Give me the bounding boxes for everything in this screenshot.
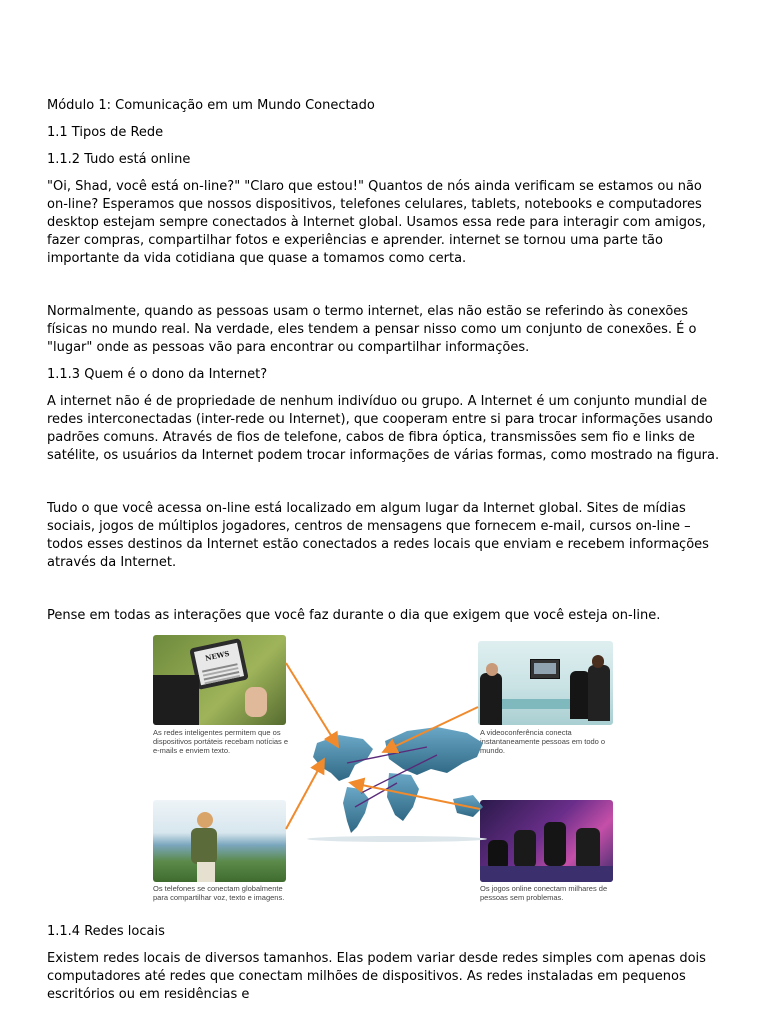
- paragraph-internet-owner: A internet não é de propriedade de nenhum indivíduo ou grupo. A Internet é um conjunto mundial de redes interconectadas (inter-rede ou Internet), que cooperam entre si para trocar informações usando padrões comuns. Através de fios de telefone, cabos de fibra óptica, transmissões sem fio e links de satélite, os usuários da Internet podem trocar informações de várias formas, como mostrado na figura.: [47, 394, 720, 463]
- paragraph-global-internet: Tudo o que você acessa on-line está localizado em algum lugar da Internet global. Sites de mídias sociais, jogos de múltiplos jogadores, centros de mensagens que fornecem e-mail, cursos on-line – todos esses destinos da Internet estão conectados a redes locais que enviam e recebem informações através da Internet.: [47, 501, 709, 570]
- caption-phones: Os telefones se conectam globalmente para compartilhar voz, texto e imagens.: [153, 884, 285, 902]
- document-body: [47, 97, 723, 1013]
- arrow-tablet: [286, 663, 337, 745]
- section-heading-1-1-3: 1.1.3 Quem é o dono da Internet?: [47, 367, 268, 382]
- arrow-phones: [286, 761, 323, 829]
- paragraph-think-interactions: Pense em todas as interações que você faz durante o dia que exigem que você esteja on-line.: [47, 608, 661, 623]
- module-title: Módulo 1: Comunicação em um Mundo Conectado: [47, 98, 375, 113]
- connection-arrows: [47, 633, 723, 913]
- paragraph-online: "Oi, Shad, você está on-line?" "Claro que estou!" Quantos de nós ainda verificam se estamos ou não on-line? Esperamos que nossos dispositivos, telefones celulares, tablets, notebooks e computadores desktop estejam sempre conectados à Internet global. Usamos essa rede para interagir com amigos, fazer compras, compartilhar fotos e experiências e aprender. internet se tornou uma parte tão importante da vida cotidiana que quase a tomamos como certa.: [47, 179, 706, 266]
- arrow-gaming: [352, 783, 480, 809]
- paragraph-internet-term: Normalmente, quando as pessoas usam o termo internet, elas não estão se referindo às conexões físicas no mundo real. Na verdade, eles tendem a pensar nisso como um conjunto de conexões. É o "lugar" onde as pessoas vão para encontrar ou compartilhar informações.: [47, 304, 697, 355]
- internet-connections-figure: [47, 633, 723, 913]
- arrow-videoconference: [385, 707, 478, 751]
- paragraph-local-networks: Existem redes locais de diversos tamanhos. Elas podem variar desde redes simples com apenas dois computadores até redes que conectam milhões de dispositivos. As redes instaladas em pequenos escritórios ou em residências e: [47, 951, 706, 1002]
- section-heading-1-1-2: 1.1.2 Tudo está online: [47, 152, 191, 167]
- section-heading-1-1: 1.1 Tipos de Rede: [47, 125, 164, 140]
- caption-tablet: As redes inteligentes permitem que os dispositivos portáteis recebam notícias e e-mails e enviem texto.: [153, 728, 289, 755]
- caption-gaming: Os jogos online conectam milhares de pessoas sem problemas.: [480, 884, 608, 902]
- news-label: NEWS: [204, 648, 231, 663]
- caption-videoconference: A videoconferência conecta instantaneamente pessoas em todo o mundo.: [480, 728, 606, 755]
- section-heading-1-1-4: 1.1.4 Redes locais: [47, 924, 165, 939]
